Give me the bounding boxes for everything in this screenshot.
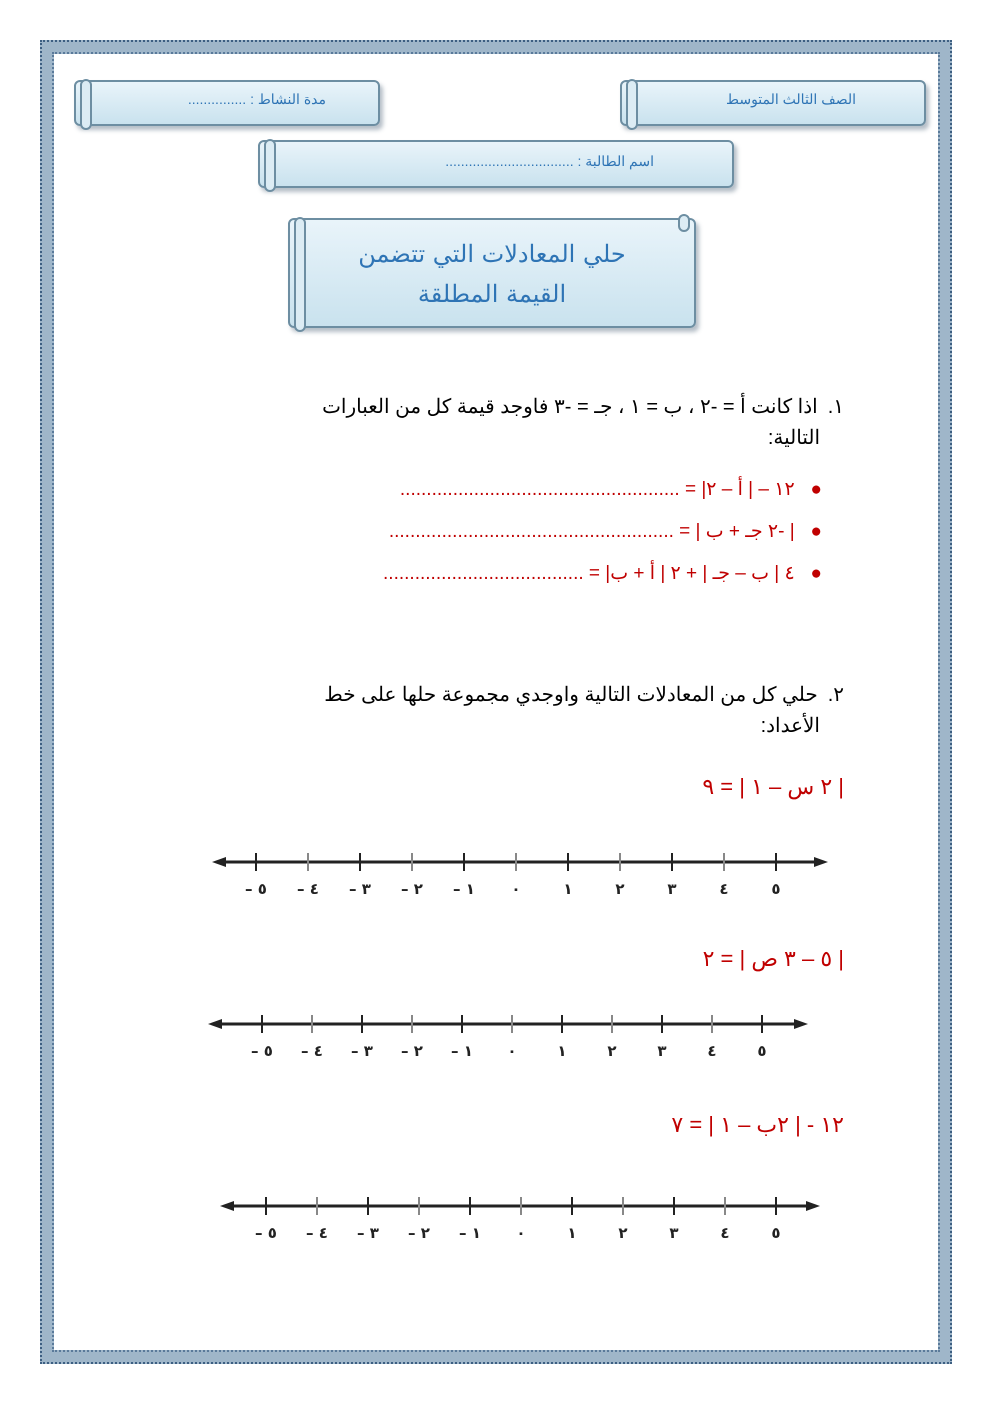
tick-label: ٢ bbox=[618, 1224, 628, 1242]
tick-label: ٤ bbox=[720, 1224, 730, 1242]
tick-label: ٤ – bbox=[306, 1224, 328, 1242]
title-banner bbox=[288, 218, 696, 328]
tick-label: ٣ bbox=[667, 880, 677, 898]
arrow-right-icon bbox=[794, 1019, 808, 1029]
tick-label: ٣ bbox=[657, 1042, 667, 1060]
scroll-curl-icon bbox=[264, 139, 276, 192]
grade-banner bbox=[620, 80, 926, 126]
tick-label: ٥ bbox=[771, 1224, 781, 1242]
question-1-text: اذا كانت أ = -٢ ، ب = ١ ، جـ = -٣ فاوجد قيمة كل من العبارات bbox=[322, 396, 818, 418]
tick-label: ٢ – bbox=[401, 1042, 423, 1060]
tick-label: ٥ – bbox=[251, 1042, 273, 1060]
tick-label: ١ bbox=[557, 1042, 567, 1060]
question-2-text: حلي كل من المعادلات التالية واوجدي مجموعة حلها على خط bbox=[324, 684, 818, 706]
tick-label: ٠ bbox=[511, 880, 521, 898]
bullet-icon: ● bbox=[799, 563, 822, 584]
scroll-curl-icon bbox=[626, 79, 638, 130]
tick-label: ٠ bbox=[507, 1042, 517, 1060]
title-line-2: القيمة المطلقة bbox=[417, 280, 567, 308]
tick-label: ٣ bbox=[669, 1224, 679, 1242]
number-line-3[interactable] bbox=[218, 1190, 830, 1250]
tick-label: ٢ – bbox=[401, 880, 423, 898]
tick-label: ١ – bbox=[451, 1042, 473, 1060]
q1-item-1 bbox=[162, 478, 822, 501]
tick-label: ٢ bbox=[607, 1042, 617, 1060]
tick-label: ٥ – bbox=[255, 1224, 277, 1242]
tick-label: ١ bbox=[563, 880, 573, 898]
equation-3: ١٢ - | ٢ب – ١ | = ٧ bbox=[671, 1112, 844, 1137]
question-2-text-cont: الأعداد: bbox=[760, 715, 820, 737]
tick-label: ٥ bbox=[757, 1042, 767, 1060]
q1-item-3 bbox=[162, 562, 822, 585]
tick-label: ٥ bbox=[771, 880, 781, 898]
tick-label: ١ bbox=[567, 1224, 577, 1242]
scroll-curl-icon bbox=[80, 79, 92, 130]
duration-label: مدة النشاط : ............... bbox=[187, 91, 326, 107]
tick-label: ١ – bbox=[459, 1224, 481, 1242]
number-line-2[interactable] bbox=[206, 1008, 818, 1068]
worksheet-title bbox=[290, 220, 694, 314]
tick-label: ٣ – bbox=[351, 1042, 373, 1060]
tick-label: ١ – bbox=[453, 880, 475, 898]
arrow-left-icon bbox=[212, 857, 226, 867]
bullet-icon: ● bbox=[799, 479, 822, 500]
tick-label: ٤ – bbox=[301, 1042, 323, 1060]
q1-item-expression: ٤ | ب – جـ | + ٢ | أ + ب| = bbox=[588, 563, 795, 584]
tick-label: ٤ bbox=[719, 880, 729, 898]
answer-blank[interactable]: ..................................................... bbox=[399, 479, 680, 500]
student-name-banner bbox=[258, 140, 734, 188]
question-1-text-cont: التالية: bbox=[767, 427, 820, 449]
number-line-1[interactable] bbox=[210, 846, 840, 906]
question-1-number: ١. bbox=[827, 396, 844, 418]
equation-1: | ٢ س – ١ | = ٩ bbox=[702, 774, 844, 799]
bullet-icon: ● bbox=[799, 521, 822, 542]
question-1 bbox=[164, 394, 844, 450]
answer-blank[interactable]: ...................................................... bbox=[388, 521, 674, 542]
tick-label: ٣ – bbox=[349, 880, 371, 898]
scroll-curl-icon bbox=[294, 217, 306, 332]
answer-blank[interactable]: ...................................... bbox=[383, 563, 584, 584]
scroll-curl-icon bbox=[678, 214, 690, 232]
question-2-number: ٢. bbox=[827, 684, 844, 706]
tick-label: ٤ – bbox=[297, 880, 319, 898]
arrow-right-icon bbox=[806, 1201, 820, 1211]
arrow-left-icon bbox=[208, 1019, 222, 1029]
tick-label: ٢ bbox=[615, 880, 625, 898]
duration-banner bbox=[74, 80, 380, 126]
q1-item-2 bbox=[162, 520, 822, 543]
tick-label: ٤ bbox=[707, 1042, 717, 1060]
q1-item-expression: | -٢ جـ + ب | = bbox=[679, 521, 795, 542]
q1-item-expression: ١٢ – | أ – ٢| = bbox=[684, 479, 795, 500]
equation-2: | ٥ – ٣ ص | = ٢ bbox=[702, 946, 844, 971]
tick-label: ٥ – bbox=[245, 880, 267, 898]
student-name-label: اسم الطالبة : ................................. bbox=[445, 153, 654, 169]
tick-label: ٢ – bbox=[408, 1224, 430, 1242]
tick-label: ٠ bbox=[516, 1224, 526, 1242]
question-2 bbox=[164, 682, 844, 738]
tick-label: ٣ – bbox=[357, 1224, 379, 1242]
arrow-left-icon bbox=[220, 1201, 234, 1211]
title-line-1: حلي المعادلات التي تتضمن bbox=[358, 240, 626, 268]
grade-label: الصف الثالث المتوسط bbox=[726, 91, 856, 107]
arrow-right-icon bbox=[814, 857, 828, 867]
